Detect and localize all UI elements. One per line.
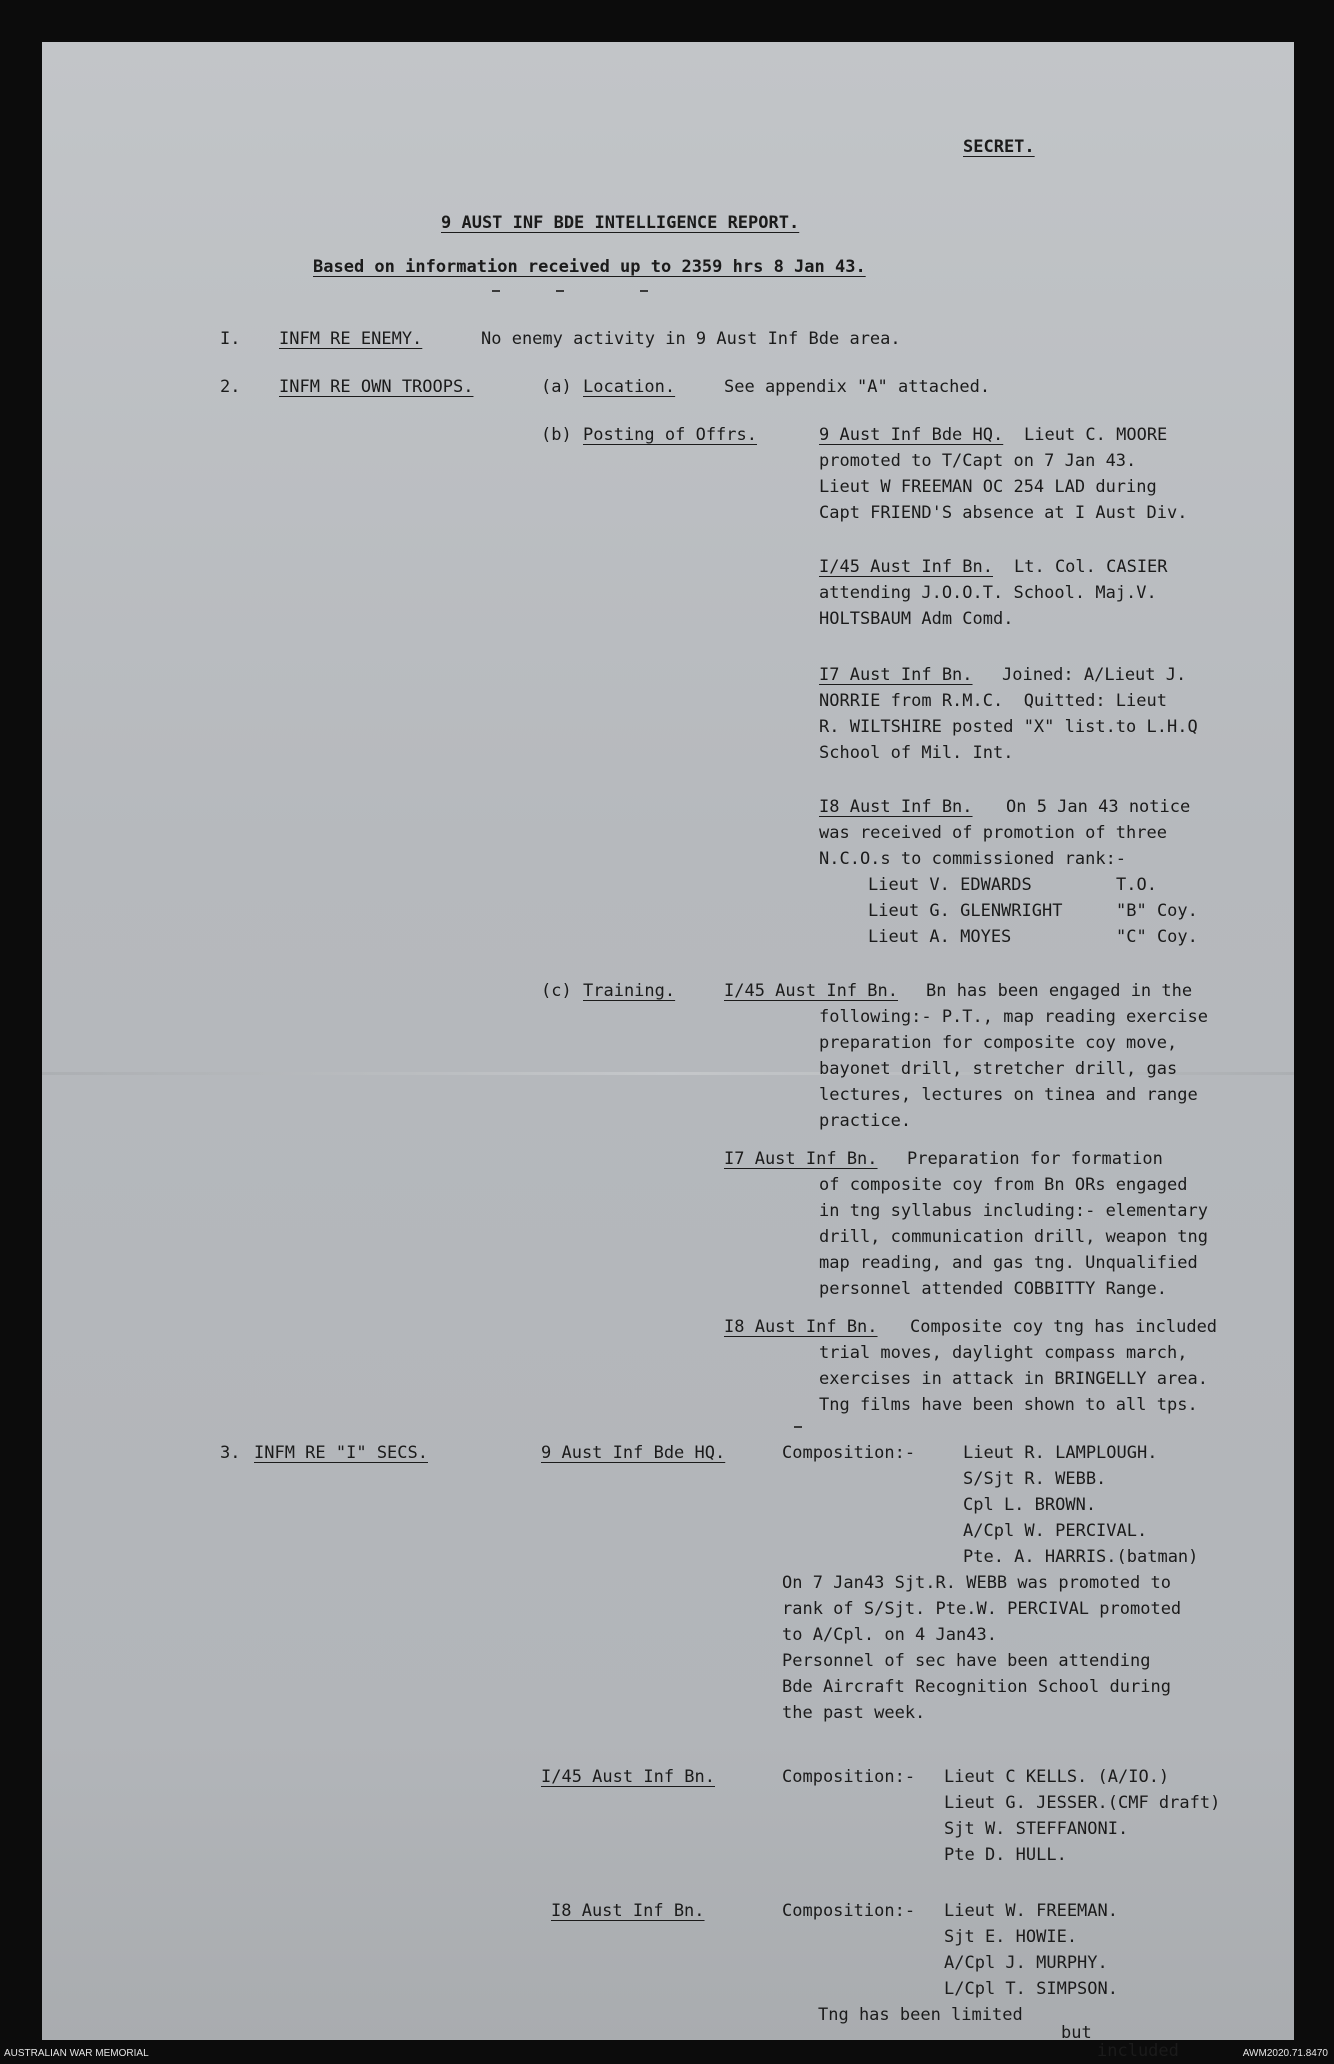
training-145-line: lectures, lectures on tinea and range <box>819 1085 1198 1105</box>
isec-hq-note: to A/Cpl. on 4 Jan43. <box>782 1625 997 1645</box>
training-18-line: trial moves, daylight compass march, <box>819 1343 1188 1363</box>
posting-hq-line: promoted to T/Capt on 7 Jan 43. <box>819 451 1137 471</box>
footer-source: AUSTRALIAN WAR MEMORIAL <box>4 2048 149 2059</box>
isec-18-note: included <box>1097 2041 1179 2061</box>
posting-18-line: On 5 Jan 43 notice <box>1006 797 1191 817</box>
posting-145-line: attending J.O.O.T. School. Maj.V. <box>819 583 1157 603</box>
training-17-line: personnel attended COBBITTY Range. <box>819 1279 1167 1299</box>
isec-hq-note: On 7 Jan43 Sjt.R. WEBB was promoted to <box>782 1573 1171 1593</box>
training-145-line: preparation for composite coy move, <box>819 1033 1178 1053</box>
posting-17-line: R. WILTSHIRE posted "X" list.to L.H.Q <box>819 717 1198 737</box>
isec-145-composition-label: Composition:- <box>782 1767 916 1787</box>
training-145-line: practice. <box>819 1111 912 1131</box>
section-2-number: 2. <box>220 377 241 397</box>
training-17-unit: I7 Aust Inf Bn. <box>724 1149 878 1169</box>
isec-18-member: L/Cpl T. SIMPSON. <box>944 1979 1118 1999</box>
isec-145-unit: I/45 Aust Inf Bn. <box>541 1767 715 1787</box>
isec-145-member: Lieut G. JESSER.(CMF draft) <box>944 1793 1221 1813</box>
isec-hq-composition-label: Composition:- <box>782 1443 916 1463</box>
training-18-unit: I8 Aust Inf Bn. <box>724 1317 878 1337</box>
training-17-line: Preparation for formation <box>907 1149 1163 1169</box>
isec-145-member: Sjt W. STEFFANONI. <box>944 1819 1129 1839</box>
training-145-line: bayonet drill, stretcher drill, gas <box>819 1059 1178 1079</box>
isec-18-composition-label: Composition:- <box>782 1901 916 1921</box>
promoted-officer-name: Lieut G. GLENWRIGHT <box>868 901 1063 921</box>
posting-hq-line: Lieut W FREEMAN OC 254 LAD during <box>819 477 1157 497</box>
isec-18-member: A/Cpl J. MURPHY. <box>944 1953 1108 1973</box>
posting-17-line: School of Mil. Int. <box>819 743 1014 763</box>
footer-accession: AWM2020.71.8470 <box>1242 2048 1328 2059</box>
isec-18-note: Tng has been limited <box>818 2005 1023 2025</box>
training-17-line: of composite coy from Bn ORs engaged <box>819 1175 1188 1195</box>
promoted-officer-name: Lieut V. EDWARDS <box>868 875 1032 895</box>
training-145-line: following:- P.T., map reading exercise <box>819 1007 1208 1027</box>
posting-18-line: was received of promotion of three <box>819 823 1167 843</box>
section-1-text: No enemy activity in 9 Aust Inf Bde area. <box>481 329 901 349</box>
training-18-line: Tng films have been shown to all tps. <box>819 1395 1198 1415</box>
training-17-line: drill, communication drill, weapon tng <box>819 1227 1208 1247</box>
section-2c-heading: Training. <box>583 981 676 1001</box>
isec-hq-note: the past week. <box>782 1703 926 1723</box>
report-title: 9 AUST INF BDE INTELLIGENCE REPORT. <box>441 213 800 233</box>
isec-18-note: but <box>1061 2023 1092 2043</box>
isec-hq-member: Lieut R. LAMPLOUGH. <box>963 1443 1158 1463</box>
isec-hq-member: S/Sjt R. WEBB. <box>963 1469 1107 1489</box>
posting-17-line: Joined: A/Lieut J. <box>1002 665 1187 685</box>
posting-145-line: Lt. Col. CASIER <box>1014 557 1168 577</box>
section-2b-label: (b) <box>541 425 572 445</box>
isec-hq-note: Bde Aircraft Recognition School during <box>782 1677 1171 1697</box>
posting-18-line: N.C.O.s to commissioned rank:- <box>819 849 1127 869</box>
section-2a-label: (a) <box>541 377 572 397</box>
isec-hq-member: A/Cpl W. PERCIVAL. <box>963 1521 1148 1541</box>
isec-145-member: Lieut C KELLS. (A/IO.) <box>944 1767 1170 1787</box>
isec-hq-member: Cpl L. BROWN. <box>963 1495 1097 1515</box>
isec-145-member: Pte D. HULL. <box>944 1845 1067 1865</box>
section-3-number: 3. <box>220 1443 241 1463</box>
isec-18-member: Sjt E. HOWIE. <box>944 1927 1078 1947</box>
section-2a-text: See appendix "A" attached. <box>724 377 991 397</box>
promoted-officer-post: "C" Coy. <box>1116 927 1198 947</box>
isec-hq-unit: 9 Aust Inf Bde HQ. <box>541 1443 726 1463</box>
posting-hq-unit: 9 Aust Inf Bde HQ. <box>819 425 1004 445</box>
section-2a-heading: Location. <box>583 377 676 397</box>
posting-17-unit: I7 Aust Inf Bn. <box>819 665 973 685</box>
posting-hq-line: Capt FRIEND'S absence at I Aust Div. <box>819 503 1188 523</box>
training-17-line: in tng syllabus including:- elementary <box>819 1201 1208 1221</box>
isec-18-unit: I8 Aust Inf Bn. <box>551 1901 705 1921</box>
promoted-officer-name: Lieut A. MOYES <box>868 927 1012 947</box>
section-1-number: I. <box>220 329 241 349</box>
posting-145-unit: I/45 Aust Inf Bn. <box>819 557 993 577</box>
posting-18-unit: I8 Aust Inf Bn. <box>819 797 973 817</box>
training-18-line: Composite coy tng has included <box>910 1317 1218 1337</box>
isec-hq-note: rank of S/Sjt. Pte.W. PERCIVAL promoted <box>782 1599 1182 1619</box>
posting-17-line: NORRIE from R.M.C. Quitted: Lieut <box>819 691 1167 711</box>
posting-hq-line: Lieut C. MOORE <box>1024 425 1168 445</box>
isec-18-member: Lieut W. FREEMAN. <box>944 1901 1118 1921</box>
section-3-heading: INFM RE "I" SECS. <box>254 1443 428 1463</box>
posting-145-line: HOLTSBAUM Adm Comd. <box>819 609 1014 629</box>
section-2c-label: (c) <box>541 981 572 1001</box>
isec-hq-note: Personnel of sec have been attending <box>782 1651 1151 1671</box>
promoted-officer-post: "B" Coy. <box>1116 901 1198 921</box>
section-1-heading: INFM RE ENEMY. <box>279 329 423 349</box>
report-subtitle: Based on information received up to 2359 hrs 8 Jan 43. <box>313 257 866 277</box>
promoted-officer-post: T.O. <box>1116 875 1157 895</box>
classification-mark: SECRET. <box>963 137 1035 157</box>
training-145-unit: I/45 Aust Inf Bn. <box>724 981 898 1001</box>
training-18-line: exercises in attack in BRINGELLY area. <box>819 1369 1208 1389</box>
section-2b-heading: Posting of Offrs. <box>583 425 757 445</box>
section-2-heading: INFM RE OWN TROOPS. <box>279 377 474 397</box>
training-17-line: map reading, and gas tng. Unqualified <box>819 1253 1198 1273</box>
training-145-line: Bn has been engaged in the <box>926 981 1193 1001</box>
isec-hq-member: Pte. A. HARRIS.(batman) <box>963 1547 1199 1567</box>
